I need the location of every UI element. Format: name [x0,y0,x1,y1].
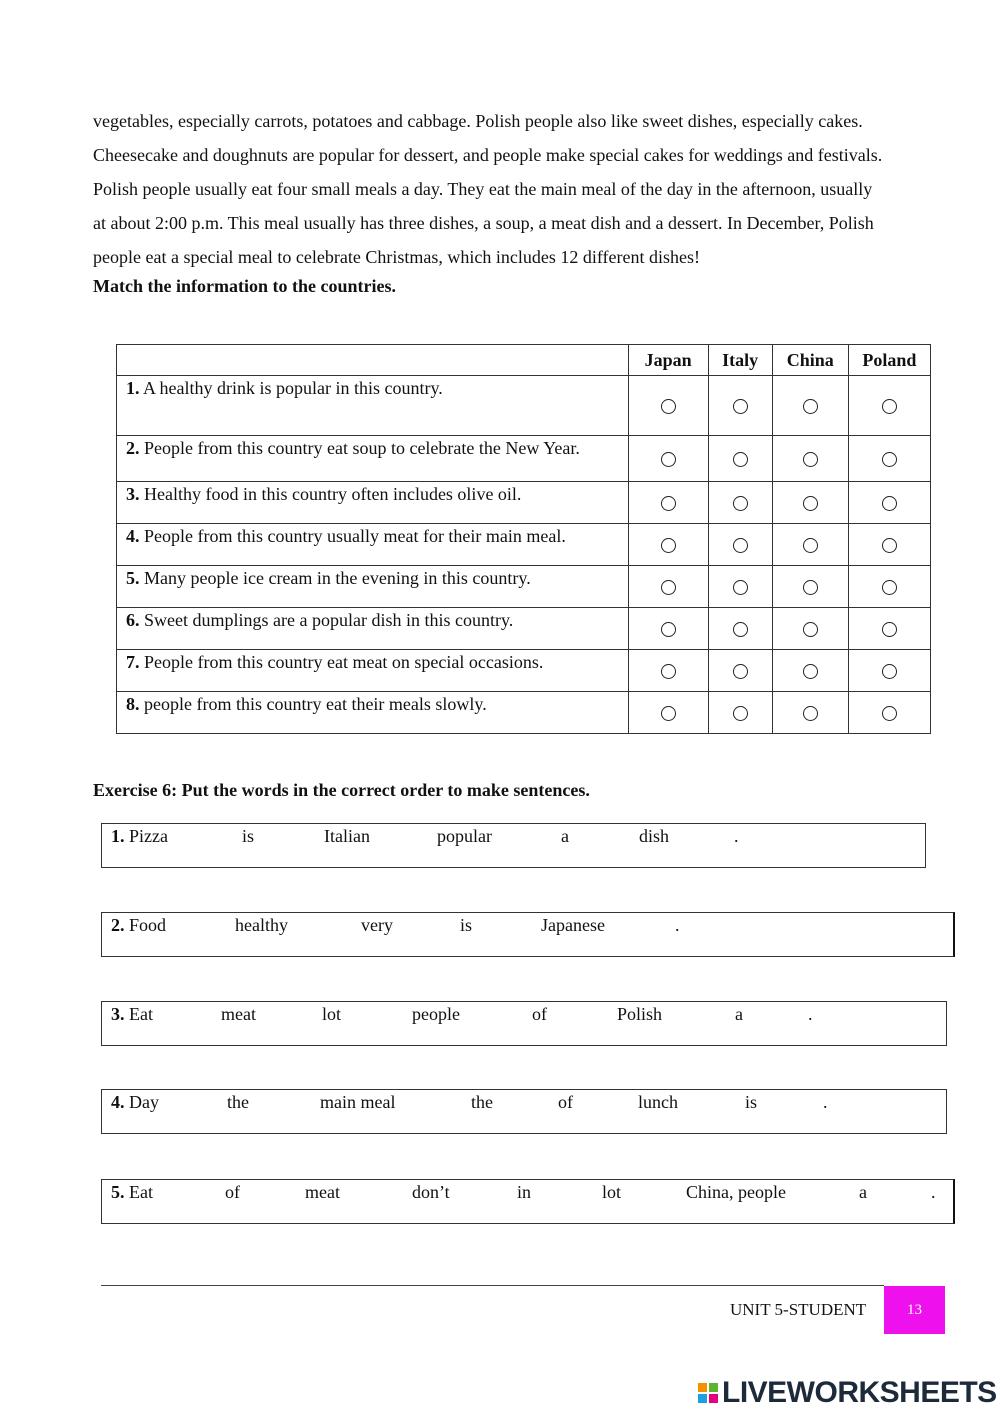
radio-option[interactable] [661,496,676,511]
radio-option[interactable] [661,580,676,595]
radio-option[interactable] [882,399,897,414]
option-poland [848,650,930,692]
word-tile[interactable]: a [735,1004,743,1024]
word-tile[interactable]: . [931,1182,936,1202]
option-china [772,650,848,692]
word-tile[interactable]: people [412,1004,460,1024]
option-italy [708,650,772,692]
word-tile[interactable]: lunch [638,1092,678,1112]
table-row [117,650,931,692]
word-tile[interactable]: Pizza [129,826,168,846]
option-japan [628,608,708,650]
page-number: 13 [907,1301,922,1318]
word-tile[interactable]: very [361,915,393,935]
word-number [111,915,166,936]
sentence-box-3[interactable] [101,1001,947,1046]
question-number: 2. [126,438,140,458]
word-tile[interactable]: is [745,1092,758,1112]
option-italy [708,436,772,482]
option-italy [708,608,772,650]
question-cell [117,482,629,524]
table-row [117,608,931,650]
question-number: 4. [126,526,140,546]
radio-option[interactable] [882,664,897,679]
option-japan [628,482,708,524]
radio-option[interactable] [733,399,748,414]
option-poland [848,482,930,524]
word-tile[interactable]: . [808,1004,813,1024]
radio-option[interactable] [803,706,818,721]
radio-option[interactable] [661,399,676,414]
radio-option[interactable] [661,664,676,679]
reading-line: vegetables, especially carrots, potatoes and cabbage. Polish people also like sweet dishes, especially cakes. [93,111,863,131]
sentence-box-5[interactable] [101,1179,955,1224]
option-italy [708,566,772,608]
option-poland [848,566,930,608]
question-cell [117,436,629,482]
option-poland [848,692,930,734]
unit-label: UNIT 5-STUDENT [730,1300,867,1319]
word-tile[interactable]: Day [129,1092,159,1112]
word-tile[interactable]: meat [305,1182,340,1202]
word-tile[interactable]: meat [221,1004,256,1024]
radio-option[interactable] [882,580,897,595]
word-tile[interactable]: lot [322,1004,342,1024]
reading-line: at about 2:00 p.m. This meal usually has three dishes, a soup, a meat dish and a dessert. In December, Polish [93,213,874,233]
word-number [111,1004,153,1025]
word-tile[interactable]: popular [437,826,492,846]
word-tile[interactable]: Italian [324,826,370,846]
header-poland: Poland [848,345,930,376]
radio-option[interactable] [733,622,748,637]
radio-option[interactable] [733,496,748,511]
option-china [772,524,848,566]
question-text: People from this country eat soup to celebrate the New Year. [139,438,580,458]
question-text: People from this country usually meat for their main meal. [139,526,566,546]
question-text: Sweet dumplings are a popular dish in this country. [139,610,514,630]
word-tile[interactable]: Eat [129,1004,153,1024]
radio-option[interactable] [882,452,897,467]
radio-option[interactable] [803,622,818,637]
word-tile[interactable]: lot [602,1182,622,1202]
question-cell [117,376,629,436]
option-china [772,436,848,482]
word-tile[interactable]: healthy [235,915,288,935]
option-china [772,692,848,734]
radio-option[interactable] [661,706,676,721]
word-tile[interactable]: Food [129,915,167,935]
option-japan [628,376,708,436]
radio-option[interactable] [733,580,748,595]
word-number [111,1182,153,1203]
table-row [117,524,931,566]
word-tile[interactable]: is [242,826,255,846]
word-tile[interactable]: of [532,1004,547,1024]
question-cell [117,566,629,608]
option-italy [708,524,772,566]
question-text: people from this country eat their meals slowly. [139,694,487,714]
radio-option[interactable] [803,452,818,467]
logo-squares-icon [698,1381,720,1405]
word-tile[interactable]: of [225,1182,240,1202]
option-poland [848,376,930,436]
radio-option[interactable] [882,538,897,553]
question-number: 1. [126,378,140,398]
question-number: 5. [126,568,140,588]
liveworksheets-logo [698,1376,997,1410]
option-poland [848,524,930,566]
word-tile[interactable]: China, people [686,1182,786,1202]
word-tile[interactable]: a [859,1182,867,1202]
word-tile[interactable]: Japanese [541,915,605,935]
option-japan [628,436,708,482]
option-poland [848,608,930,650]
radio-option[interactable] [882,706,897,721]
question-cell [117,692,629,734]
table-row [117,692,931,734]
question-cell [117,650,629,692]
radio-option[interactable] [733,706,748,721]
radio-option[interactable] [661,622,676,637]
radio-option[interactable] [882,622,897,637]
word-tile[interactable]: . [823,1092,828,1112]
word-tile[interactable]: dish [639,826,670,846]
radio-option[interactable] [803,538,818,553]
option-japan [628,692,708,734]
option-china [772,376,848,436]
word-number [111,826,168,847]
match-header-row [117,345,931,376]
word-tile[interactable]: the [471,1092,493,1112]
match-table [116,344,931,734]
radio-option[interactable] [733,452,748,467]
word-tile[interactable]: . [734,826,739,846]
exercise6-title: Exercise 6: Put the words in the correct order to make sentences. [93,780,590,800]
radio-option[interactable] [803,664,818,679]
header-china: China [772,345,848,376]
reading-paragraph [93,104,973,274]
radio-option[interactable] [803,399,818,414]
page-number-badge [884,1286,945,1334]
question-text: Healthy food in this country often includes olive oil. [139,484,522,504]
sentence-number: 3. [111,1004,125,1024]
option-italy [708,482,772,524]
word-tile[interactable]: . [675,915,680,935]
sentence-number: 1. [111,826,125,846]
word-tile[interactable]: of [558,1092,573,1112]
logo-text: LIVEWORKSHEETS [722,1376,997,1409]
radio-option[interactable] [733,664,748,679]
question-cell [117,524,629,566]
word-tile[interactable]: main meal [320,1092,396,1112]
radio-option[interactable] [733,538,748,553]
word-number [111,1092,159,1113]
header-japan: Japan [628,345,708,376]
question-number: 8. [126,694,140,714]
sentence-box-1[interactable] [101,823,926,868]
question-text: People from this country eat meat on special occasions. [139,652,544,672]
option-japan [628,524,708,566]
sentence-box-2[interactable] [101,912,955,957]
header-italy: Italy [708,345,772,376]
word-tile[interactable]: Eat [129,1182,153,1202]
table-row [117,482,931,524]
sentence-number: 2. [111,915,125,935]
sentence-box-4[interactable] [101,1089,947,1134]
radio-option[interactable] [661,538,676,553]
sentence-number: 5. [111,1182,125,1202]
word-tile[interactable]: a [561,826,569,846]
question-cell [117,608,629,650]
word-tile[interactable]: Polish [617,1004,663,1024]
radio-option[interactable] [661,452,676,467]
reading-line: Cheesecake and doughnuts are popular for dessert, and people make special cakes for weddings and festivals. [93,145,883,165]
option-poland [848,436,930,482]
option-japan [628,566,708,608]
word-tile[interactable]: the [227,1092,249,1112]
word-tile[interactable]: don’t [412,1182,450,1202]
word-tile[interactable]: is [460,915,473,935]
question-number: 3. [126,484,140,504]
header-blank [117,345,629,376]
reading-line: Polish people usually eat four small meals a day. They eat the main meal of the day in the afternoon, usually [93,179,873,199]
question-number: 7. [126,652,140,672]
option-japan [628,650,708,692]
table-row [117,566,931,608]
reading-line: people eat a special meal to celebrate Christmas, which includes 12 different dishes! [93,247,700,267]
match-title: Match the information to the countries. [93,276,396,296]
option-china [772,482,848,524]
radio-option[interactable] [803,580,818,595]
radio-option[interactable] [803,496,818,511]
table-row [117,376,931,436]
option-italy [708,692,772,734]
radio-option[interactable] [882,496,897,511]
option-china [772,566,848,608]
option-china [772,608,848,650]
word-tile[interactable]: in [517,1182,532,1202]
question-text: Many people ice cream in the evening in this country. [139,568,531,588]
option-italy [708,376,772,436]
table-row [117,436,931,482]
footer-divider [101,1285,884,1286]
question-number: 6. [126,610,140,630]
question-text: A healthy drink is popular in this country. [139,378,443,398]
sentence-number: 4. [111,1092,125,1112]
